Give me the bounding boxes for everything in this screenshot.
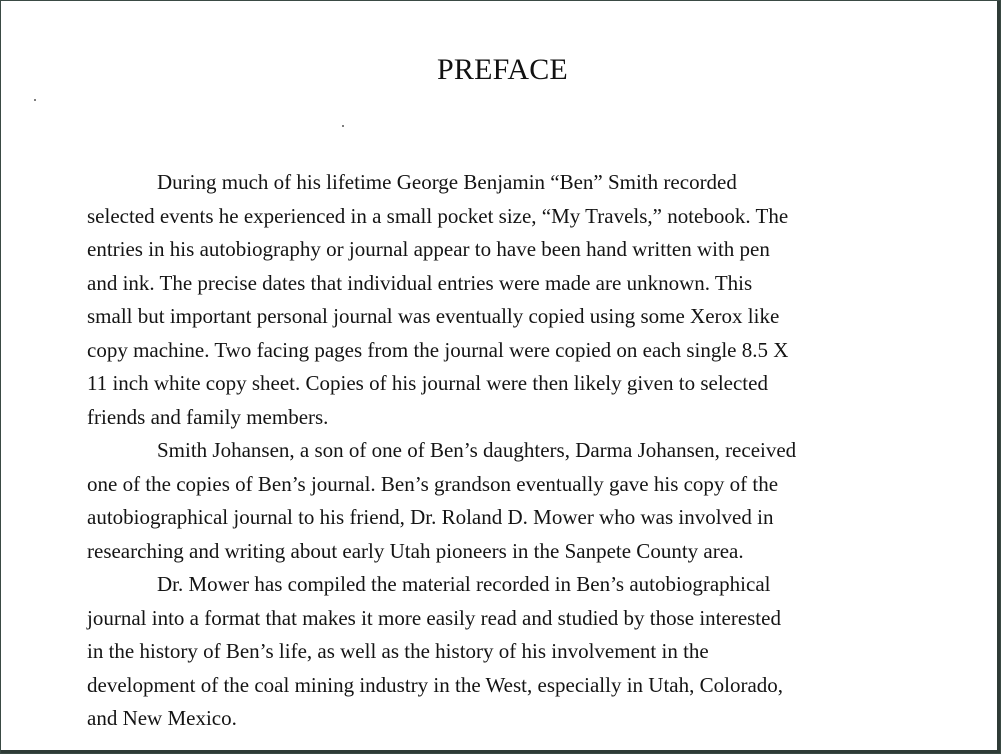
paragraph-3 [87, 568, 937, 736]
text-line: entries in his autobiography or journal appear to have been hand written with pen [87, 237, 770, 261]
paragraph-1 [87, 166, 937, 434]
text-line: During much of his lifetime George Benjamin “Ben” Smith recorded [157, 170, 737, 194]
scan-speck [342, 125, 344, 127]
text-line: one of the copies of Ben’s journal. Ben’s grandson eventually gave his copy of the [87, 471, 779, 496]
text-line: development of the coal mining industry in the West, especially in Utah, Colorado, [87, 672, 784, 697]
text-line: selected events he experienced in a small pocket size, “My Travels,” notebook. The [87, 203, 789, 228]
text-line: Dr. Mower has compiled the material recorded in Ben’s autobiographical [157, 572, 771, 596]
preface-body [87, 166, 937, 736]
scan-speck [34, 99, 36, 101]
text-line: autobiographical journal to his friend, Dr. Roland D. Mower who was involved in [87, 505, 774, 529]
text-line: copy machine. Two facing pages from the journal were copied on each single 8.5 X [87, 337, 789, 362]
text-line: and ink. The precise dates that individual entries were made are unknown. This [87, 270, 753, 295]
text-line: friends and family members. [87, 404, 329, 429]
text-line: 11 inch white copy sheet. Copies of his journal were then likely given to selected [87, 371, 768, 395]
page-title: PREFACE [437, 53, 568, 86]
text-line: small but important personal journal was eventually copied using some Xerox like [87, 304, 780, 328]
text-line: in the history of Ben’s life, as well as the history of his involvement in the [87, 639, 709, 663]
text-line: Smith Johansen, a son of one of Ben’s daughters, Darma Johansen, received [157, 438, 797, 462]
text-line: researching and writing about early Utah pioneers in the Sanpete County area. [87, 538, 744, 563]
paragraph-2 [87, 434, 937, 568]
text-line: and New Mexico. [87, 706, 237, 730]
text-line: journal into a format that makes it more easily read and studied by those interested [87, 605, 781, 630]
